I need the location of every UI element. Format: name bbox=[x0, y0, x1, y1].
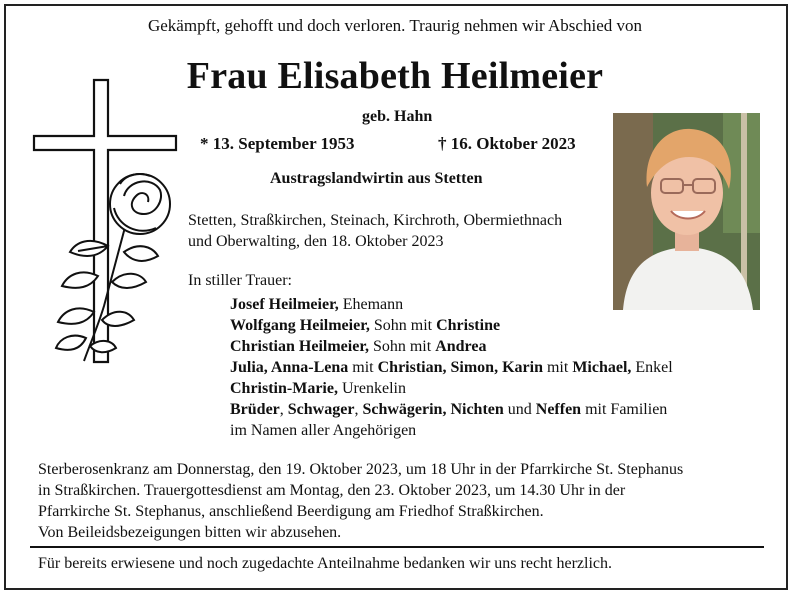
mourner-text: und bbox=[503, 401, 536, 418]
mourner-text: Andrea bbox=[435, 338, 487, 355]
mourner-text: Julia, Anna-Lena bbox=[230, 359, 349, 376]
birth-date: * 13. September 1953 bbox=[200, 134, 355, 153]
divider bbox=[30, 546, 764, 548]
mourner-text: Sohn mit bbox=[368, 338, 436, 355]
thanks-text: Für bereits erwiesene und noch zugedachte Anteilnahme bedanken wir uns recht herzlich. bbox=[38, 555, 613, 572]
mourner-row bbox=[230, 317, 500, 335]
mourner-text: Enkel bbox=[631, 359, 673, 376]
mourner-text: Sohn mit bbox=[369, 317, 437, 334]
mourner-text: mit bbox=[348, 359, 378, 376]
mourner-row bbox=[230, 422, 416, 440]
mourner-text: im Namen aller Angehörigen bbox=[230, 422, 417, 439]
birth-name: geb. Hahn bbox=[362, 108, 433, 125]
mourner-text: , bbox=[354, 401, 363, 418]
mourner-text: Josef Heilmeier, bbox=[230, 296, 339, 313]
mourner-row bbox=[230, 359, 673, 377]
death-date: † 16. Oktober 2023 bbox=[438, 134, 576, 153]
mourner-text: Schwägerin, Nichten bbox=[362, 401, 504, 418]
mourner-text: Christian, Simon, Karin bbox=[377, 359, 543, 376]
deceased-name: Frau Elisabeth Heilmeier bbox=[186, 55, 604, 97]
mourner-text: Christine bbox=[436, 317, 501, 334]
service-line-3: Pfarrkirche St. Stephanus, anschließend Beerdigung am Friedhof Straßkirchen. bbox=[38, 503, 544, 520]
intro-text: Gekämpft, gehofft und doch verloren. Traurig nehmen wir Abschied von bbox=[147, 16, 642, 35]
mourner-text: Neffen bbox=[535, 401, 582, 418]
service-line-2: in Straßkirchen. Trauergottesdienst am Montag, den 23. Oktober 2023, um 14.30 Uhr in der bbox=[38, 482, 626, 499]
portrait-photo bbox=[613, 113, 760, 310]
mourner-row bbox=[230, 296, 403, 314]
mourner-text: Christian Heilmeier, bbox=[230, 338, 369, 355]
mourner-text: Brüder bbox=[230, 401, 280, 418]
service-line-1: Sterberosenkranz am Donnerstag, den 19. Oktober 2023, um 18 Uhr in der Pfarrkirche St. Stephanus bbox=[38, 461, 684, 478]
mourner-text: Urenkelin bbox=[337, 380, 406, 397]
mourner-row bbox=[230, 401, 667, 419]
mourner-text: mit Familien bbox=[581, 401, 668, 418]
mourner-text: Schwager bbox=[287, 401, 355, 418]
mourner-text: Wolfgang Heilmeier, bbox=[230, 317, 370, 334]
mourners-heading: In stiller Trauer: bbox=[188, 272, 292, 289]
mourner-row bbox=[230, 380, 406, 398]
mourner-text: mit bbox=[542, 359, 573, 376]
service-line-4: Von Beileidsbezeigungen bitten wir abzusehen. bbox=[38, 524, 342, 541]
place-date-line-2: und Oberwalting, den 18. Oktober 2023 bbox=[188, 233, 444, 250]
mourner-text: , bbox=[279, 401, 288, 418]
cross-with-rose-icon bbox=[28, 76, 188, 366]
mourner-row bbox=[230, 338, 486, 356]
place-date-line-1: Stetten, Straßkirchen, Steinach, Kirchroth, Obermiethnach bbox=[188, 212, 563, 229]
mourner-text: Michael, bbox=[572, 359, 632, 376]
occupation: Austragslandwirtin aus Stetten bbox=[270, 170, 483, 187]
mourner-text: Ehemann bbox=[338, 296, 404, 313]
mourner-text: Christin-Marie, bbox=[230, 380, 338, 397]
